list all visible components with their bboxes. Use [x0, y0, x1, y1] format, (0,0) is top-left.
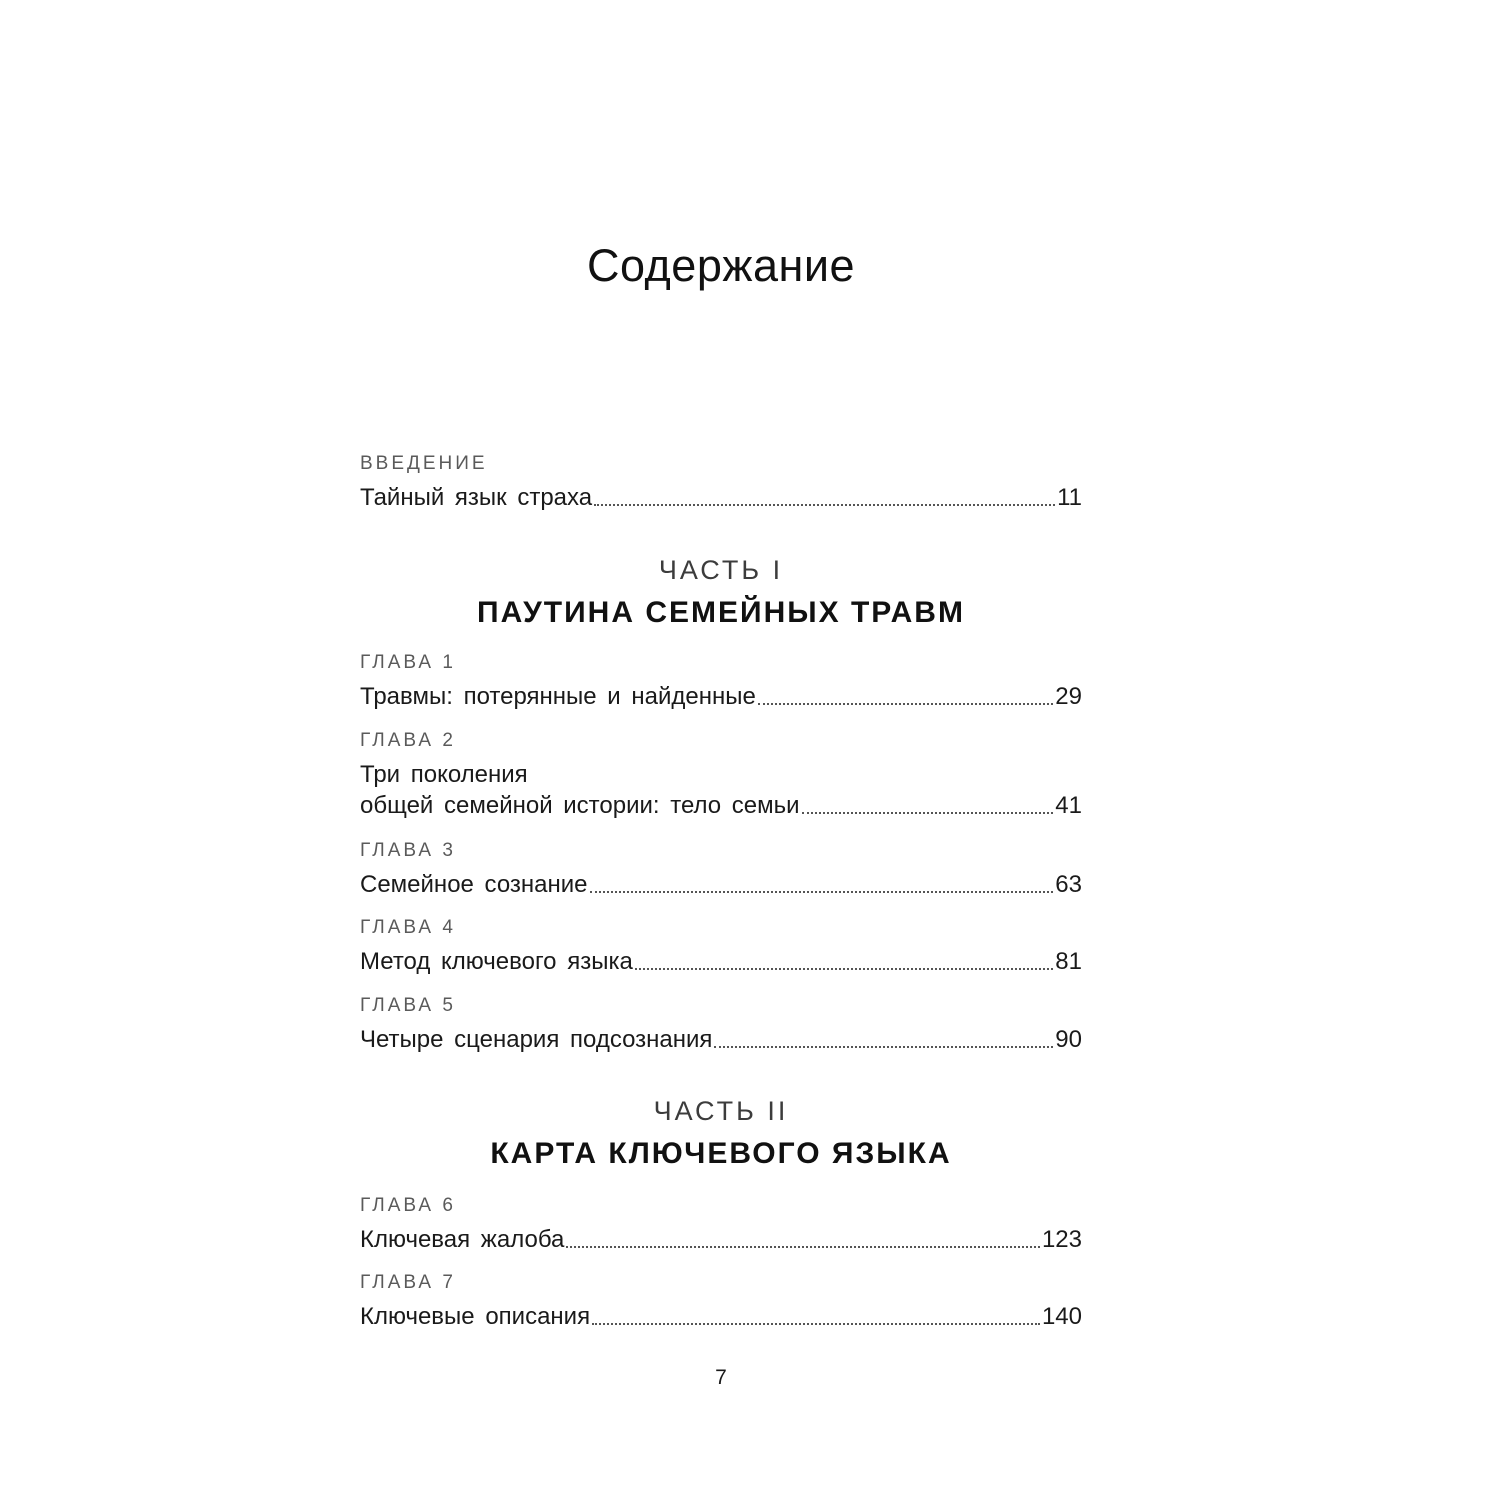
- entry-title: Метод ключевого языка: [360, 948, 633, 975]
- toc-entry-chapter-1[interactable]: [360, 652, 1082, 712]
- page-number: 63: [1055, 871, 1082, 898]
- dot-leader: [566, 1246, 1040, 1248]
- entry-title: Четыре сценария подсознания: [360, 1026, 713, 1053]
- entry-title: общей семейной истории: тело семьи: [360, 792, 800, 819]
- page-number: 11: [1057, 484, 1082, 511]
- chapter-kicker: ГЛАВА 1: [360, 652, 456, 673]
- chapter-kicker: ГЛАВА 7: [360, 1272, 456, 1293]
- toc-entry-chapter-5[interactable]: [360, 995, 1082, 1055]
- dot-leader: [590, 891, 1054, 893]
- toc-entry-intro[interactable]: [360, 453, 1082, 513]
- part-1-title: ПАУТИНА СЕМЕЙНЫХ ТРАВМ: [477, 596, 965, 629]
- dot-leader: [635, 968, 1053, 970]
- toc-entry-chapter-2[interactable]: [360, 730, 1082, 821]
- toc-entry-chapter-3[interactable]: [360, 840, 1082, 900]
- chapter-kicker: ГЛАВА 6: [360, 1195, 456, 1216]
- toc-entry-chapter-4[interactable]: [360, 917, 1082, 977]
- page-number: 29: [1055, 683, 1082, 710]
- page-number: 123: [1041, 1226, 1082, 1253]
- dot-leader: [594, 504, 1055, 506]
- entry-title: Ключевая жалоба: [360, 1226, 565, 1253]
- dot-leader: [592, 1323, 1040, 1325]
- entry-title: Тайный язык страха: [360, 484, 593, 511]
- intro-kicker: ВВЕДЕНИЕ: [360, 453, 488, 474]
- page-number: 90: [1055, 1026, 1082, 1053]
- toc-entry-chapter-7[interactable]: [360, 1272, 1082, 1332]
- page-title: Содержание: [587, 240, 855, 291]
- entry-title: Ключевые описания: [360, 1303, 591, 1330]
- dot-leader: [802, 812, 1054, 814]
- page-number: 140: [1041, 1303, 1082, 1330]
- entry-title-line-1: Три поколения: [360, 761, 528, 788]
- chapter-kicker: ГЛАВА 2: [360, 730, 456, 751]
- toc-entry-chapter-6[interactable]: [360, 1195, 1082, 1255]
- chapter-kicker: ГЛАВА 4: [360, 917, 456, 938]
- entry-title: Травмы: потерянные и найденные: [360, 683, 756, 710]
- page-number: 41: [1055, 792, 1082, 819]
- dot-leader: [714, 1046, 1053, 1048]
- page-number-footer: 7: [715, 1366, 727, 1389]
- dot-leader: [758, 703, 1053, 705]
- page-number: 81: [1055, 948, 1082, 975]
- chapter-kicker: ГЛАВА 5: [360, 995, 456, 1016]
- chapter-kicker: ГЛАВА 3: [360, 840, 456, 861]
- part-2-title: КАРТА КЛЮЧЕВОГО ЯЗЫКА: [490, 1137, 952, 1170]
- part-2-label: ЧАСТЬ II: [653, 1096, 789, 1126]
- part-1-label: ЧАСТЬ I: [658, 555, 784, 585]
- entry-title: Семейное сознание: [360, 871, 588, 898]
